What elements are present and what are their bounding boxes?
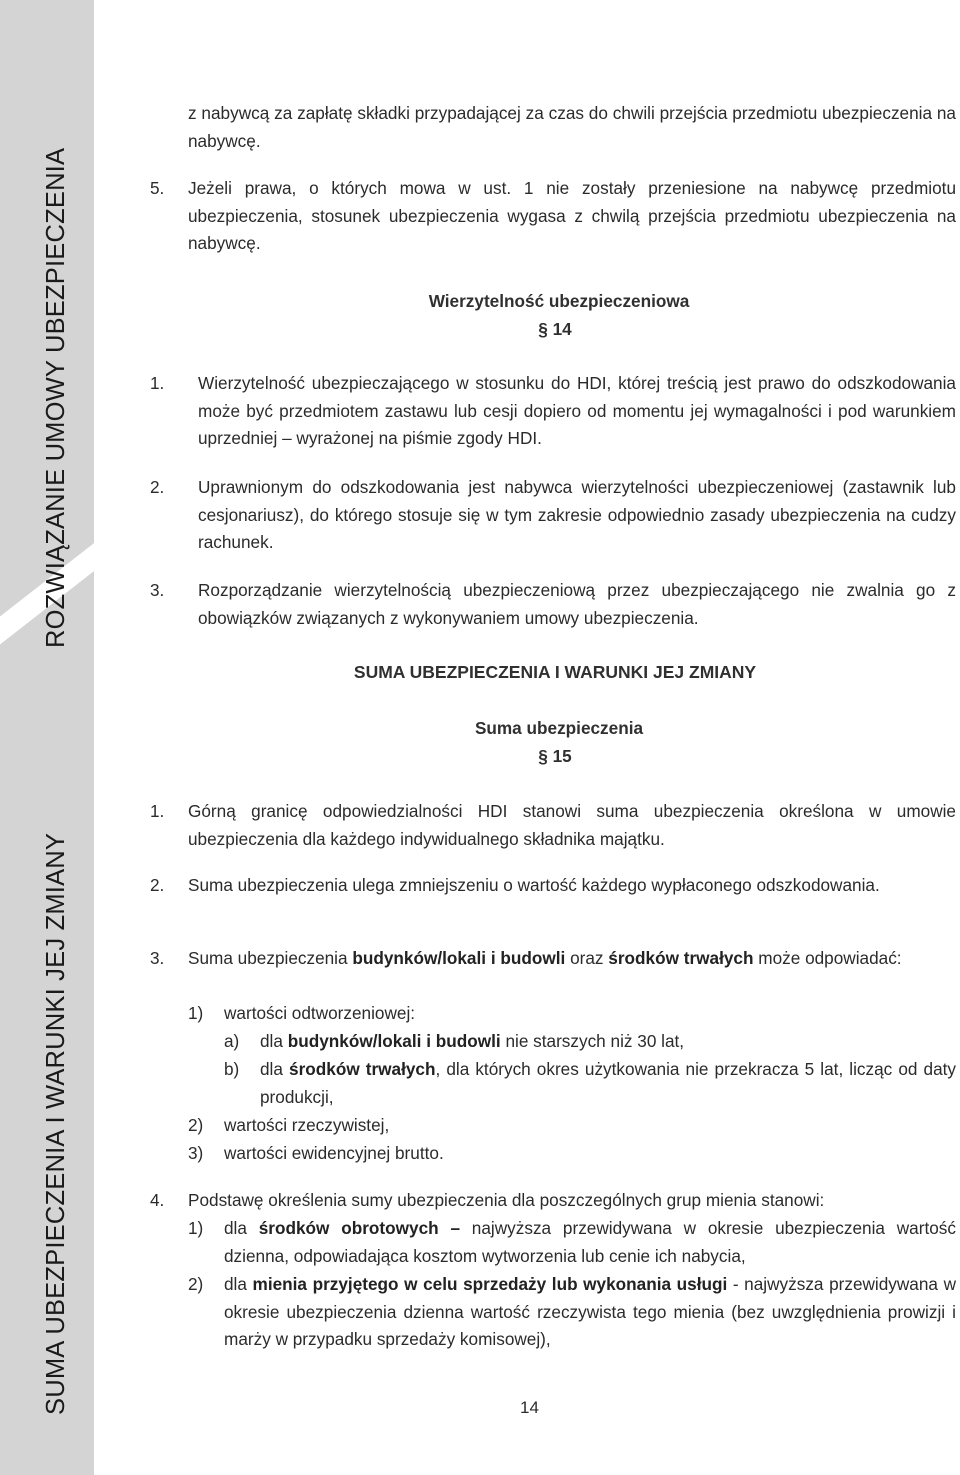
section-14-item-1: 1. Wierzytelność ubezpieczającego w stosunku do HDI, której treścią jest prawo do odszkodowania może być przedmiotem zastawu lub cesji dopiero od momentu jej wymagalności i pod warunkiem uprzedniej – wyrażonej na piśmie zgody HDI. (150, 373, 956, 448)
side-tab-bar (0, 0, 94, 1475)
intro-item-5 (150, 175, 956, 258)
section-14-paragraph: § 14 (538, 319, 572, 339)
item-3-sub-2: 2) wartości rzeczywistej, (188, 1115, 390, 1135)
chapter-title: SUMA UBEZPIECZENIA I WARUNKI JEJ ZMIANY (353, 662, 757, 682)
section-14-title: Wierzytelność ubezpieczeniowa (428, 291, 690, 311)
item-3-sub-1a: a) dla budynków/lokali i budowli nie starszych niż 30 lat, (224, 1031, 685, 1051)
section-14-item-2: 2. Uprawnionym do odszkodowania jest nabywca wierzytelności ubezpieczeniowej (zastawnik lub cesjonariusz), do którego stosuje się w tym zakresie odpowiednio zasady ubezpieczenia na cudzy rachunek. (150, 477, 956, 552)
item-number: 5. (150, 178, 165, 198)
item-4-sub-1: 1) dla środków obrotowych – najwyższa przewidywana w okresie ubezpieczenia wartość dzienna, odpowiadająca kosztom wytworzenia lub cenie ich nabycia, (188, 1218, 956, 1266)
item-3-sub-1: 1) wartości odtworzeniowej: (188, 1003, 416, 1023)
section-15-item-4: 4. Podstawę określenia sumy ubezpieczenia dla poszczególnych grup mienia stanowi: (150, 1190, 825, 1210)
section-15-paragraph: § 15 (538, 746, 572, 766)
section-15-item-2: 2. Suma ubezpieczenia ulega zmniejszeniu o wartość każdego wypłaconego odszkodowania. (150, 875, 880, 895)
item-text: Jeżeli prawa, o których mowa w ust. 1 nie zostały przeniesione na nabywcę przedmiotu ubezpieczenia, stosunek ubezpieczenia wygasa z chwilą przejścia przedmiotu ubezpieczenia na nabywcę. (188, 178, 956, 253)
side-tab-label-top: ROZWIĄZANIE UMOWY UBEZPIECZENIA (42, 147, 70, 648)
intro-continuation: z nabywcą za zapłatę składki przypadającej za czas do chwili przejścia przedmiotu ubezpieczenia na nabywcę. (188, 103, 956, 151)
item-4-sub-2: 2) dla mienia przyjętego w celu sprzedaży lub wykonania usługi - najwyższa przewidywana w okresie ubezpieczenia dzienna wartość rzeczywista tego mienia (bez uwzględnienia prowizji i marży w przypadku sprzedaży komisowej), (188, 1274, 956, 1349)
section-15-item-3: 3. Suma ubezpieczenia budynków/lokali i budowli oraz środków trwałych może odpowiadać: (150, 948, 902, 968)
page-number: 14 (520, 1398, 539, 1417)
item-3-sub-3: 3) wartości ewidencyjnej brutto. (188, 1143, 444, 1163)
item-3-sub-1b: b) dla środków trwałych, dla których okres użytkowania nie przekracza 5 lat, licząc od daty produkcji, (224, 1059, 957, 1107)
side-tab-label-bottom: SUMA UBEZPIECZENIA I WARUNKI JEJ ZMIANY (42, 832, 70, 1415)
section-15-title: Suma ubezpieczenia (474, 718, 644, 738)
section-14-item-3: 3. Rozporządzanie wierzytelnością ubezpieczeniową przez ubezpieczającego nie zwalnia go z obowiązków związanych z wykonywaniem umowy ubezpieczenia. (150, 580, 956, 628)
section-15-item-1: 1. Górną granicę odpowiedzialności HDI stanowi suma ubezpieczenia określona w umowie ubezpieczenia dla każdego indywidualnego składnika majątku. (150, 801, 956, 849)
